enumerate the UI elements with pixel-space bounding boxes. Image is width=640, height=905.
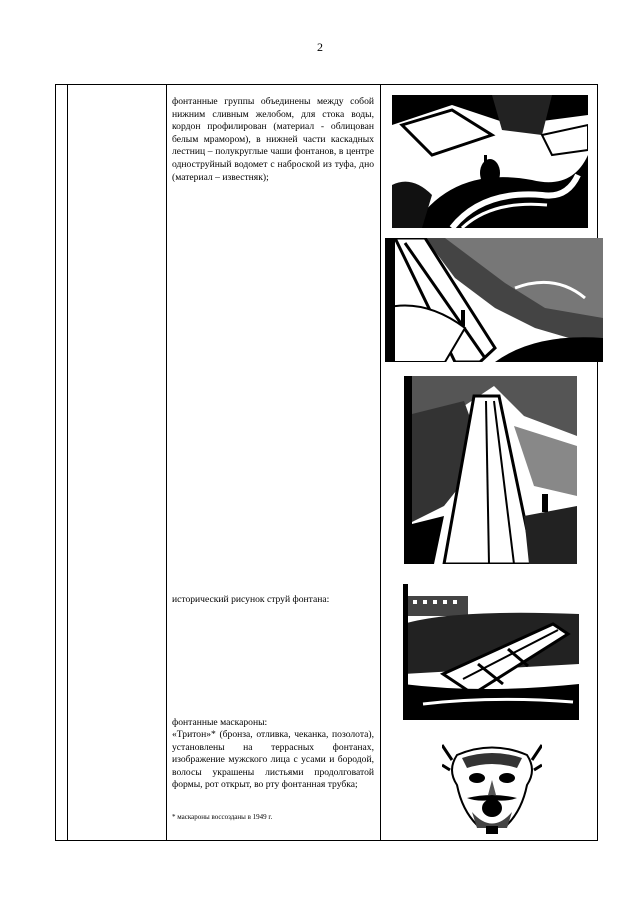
- table-top-border: [55, 84, 598, 85]
- table-column-divider-3: [380, 84, 381, 841]
- fountain-group-photo: [392, 95, 588, 228]
- table-bottom-border: [55, 840, 598, 841]
- table-right-border: [597, 84, 598, 841]
- table-column-divider-1: [67, 84, 68, 841]
- mascarons-footnote: * маскароны воссозданы в 1949 г.: [172, 813, 273, 821]
- historical-drawing-photo: [403, 584, 579, 720]
- triton-mascaron-photo: [442, 740, 542, 836]
- mascarons-title: фонтанные маскароны:: [172, 717, 268, 728]
- page-number: 2: [317, 40, 323, 54]
- cascade-stairs-photo: [404, 376, 577, 564]
- gutter-photo: [385, 238, 603, 362]
- table-column-divider-2: [166, 84, 167, 841]
- table-left-border: [55, 84, 56, 841]
- historical-drawing-caption: исторический рисунок струй фонтана:: [172, 594, 330, 605]
- mascarons-description: «Тритон»* (бронза, отливка, чеканка, позолота), установлены на террасных фонтанах, изображение мужского лица с усами и бородой, волосы украшены листьями продолговатой формы, рот открыт, во рту фонтанная трубка;: [172, 729, 374, 791]
- fountain-description-text: фонтанные группы объединены между собой нижним сливным желобом, для стока воды, кордон профилирован (материал - облицован белым мрамором), в нижней части каскадных лестниц – полукруглые чаши фонтанов, в центре одноструйный водомет с наброской из туфа, дно (материал – известняк);: [172, 96, 374, 183]
